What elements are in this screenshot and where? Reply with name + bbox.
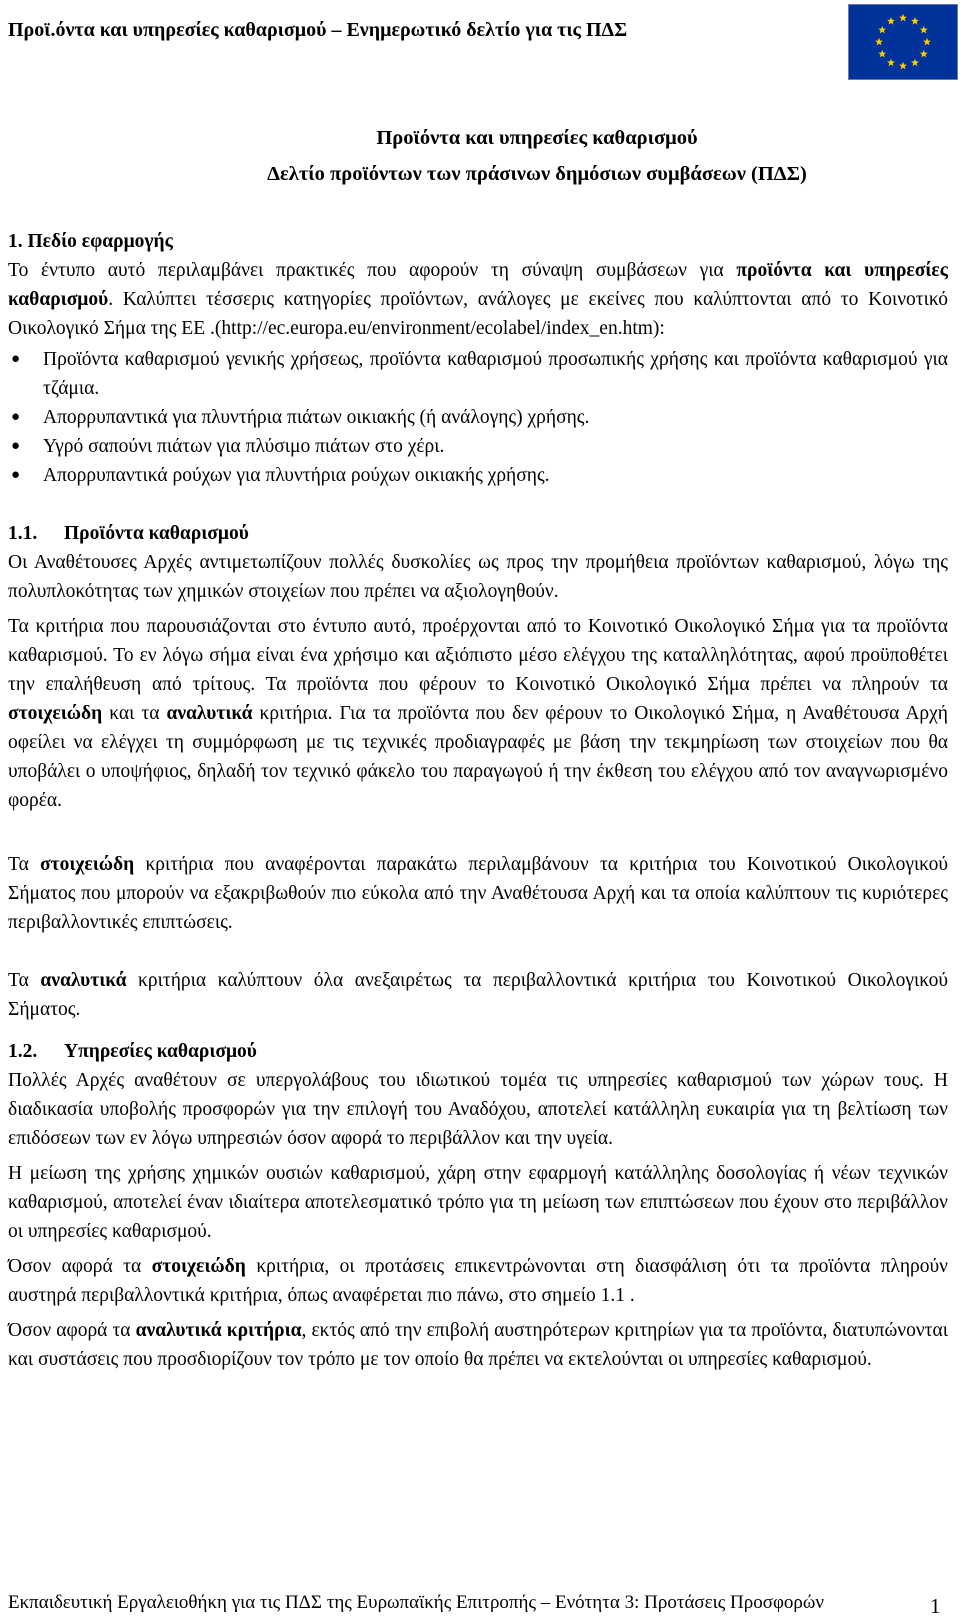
document-title-block — [0, 120, 960, 192]
page-number: 1 — [930, 1594, 941, 1618]
bullet-icon: ● — [11, 409, 21, 425]
bold-term: αναλυτικά — [166, 703, 253, 724]
list-item — [8, 403, 948, 432]
bold-term: στοιχειώδη — [151, 1256, 246, 1277]
section-title: Προϊόντα καθαρισμού — [64, 523, 249, 544]
bullet-icon: ● — [11, 438, 21, 454]
eu-flag-stars — [849, 5, 957, 79]
running-header: Προϊ.όντα και υπηρεσίες καθαρισμού – Ενημερωτικό δελτίο για τις ΠΔΣ — [8, 19, 628, 41]
intro-text-a: Το έντυπο αυτό περιλαμβάνει πρακτικές που αφορούν τη σύναψη συμβάσεων για — [8, 260, 737, 281]
eu-flag-icon — [848, 4, 958, 80]
section-title: Υπηρεσίες καθαρισμού — [64, 1041, 257, 1062]
page-footer: Εκπαιδευτική Εργαλειοθήκη για τις ΠΔΣ της Ευρωπαϊκής Επιτροπής – Ενότητα 3: Προτάσεις Προσφορών — [8, 1592, 824, 1613]
paragraph-text: κριτήρια που αναφέρονται παρακάτω περιλαμβάνουν τα κριτήρια του Κοινοτικού Οικολογικού Σήματος που μπορούν να εξακριβωθούν πιο εύκολα από την Αναθέτουσα Αρχή και τα οποία καλύπτουν τις κυριότερες περιβαλλοντικές επιπτώσεις. — [8, 854, 948, 933]
intro-text-bold: προϊόντα και υπηρεσίες καθαρισμού — [8, 260, 948, 310]
document-title: Προϊόντα και υπηρεσίες καθαρισμού — [376, 127, 698, 149]
list-item-text: Υγρό σαπούνι πιάτων για πλύσιμο πιάτων στο χέρι. — [43, 436, 445, 457]
list-item-text: Απορρυπαντικά ρούχων για πλυντήρια ρούχων οικιακής χρήσης. — [43, 465, 550, 486]
document-body — [8, 227, 948, 1374]
paragraph-text: , εκτός από την επιβολή αυστηρότερων κριτηρίων για τα προϊόντα, διατυπώνονται και συστάσεις που προσδιορίζουν τον τρόπο με τον οποίο θα πρέπει να εκτελούνται οι υπηρεσίες καθαρισμού. — [8, 1320, 948, 1370]
bullet-icon: ● — [11, 351, 21, 367]
list-item — [8, 345, 948, 403]
paragraph-text: κριτήρια. Για τα προϊόντα που δεν φέρουν το Οικολογικό Σήμα, η Αναθέτουσα Αρχή οφείλει να ελέγχει τη συμμόρφωση με τις τεχνικές προδιαγραφές με βάση την τεκμηρίωση των στοιχείων που θα υποβάλει ο υποψήφιος, δηλαδή τον τεχνικό φάκελο του παραγωγού ή την έκθεση του ελέγχου από τον αναγνωρισμένο φορέα. — [8, 703, 949, 811]
bold-term: στοιχειώδη — [40, 854, 135, 875]
section-1-1-paragraph-3 — [8, 850, 948, 937]
section-number: 1.2. — [8, 1041, 38, 1062]
section-1-1-heading — [8, 519, 948, 548]
section-1-intro — [8, 256, 948, 343]
category-list — [8, 345, 948, 490]
section-1-heading: 1. Πεδίο εφαρμογής — [8, 231, 173, 252]
section-1-1-paragraph-1: Οι Αναθέτουσες Αρχές αντιμετωπίζουν πολλές δυσκολίες ως προς την προμήθεια προϊόντων καθαρισμού, λόγω της πολυπλοκότητας των χημικών στοιχείων που πρέπει να αξιολογηθούν. — [8, 552, 948, 602]
paragraph-text: και τα — [102, 703, 167, 724]
section-1-2-paragraph-3 — [8, 1252, 948, 1310]
list-item-text: Απορρυπαντικά για πλυντήρια πιάτων οικιακής (ή ανάλογης) χρήσης. — [43, 407, 590, 428]
list-item — [8, 432, 948, 461]
intro-text-b: . Καλύπτει τέσσερις κατηγορίες προϊόντων, ανάλογες με εκείνες που καλύπτονται από το Κοινοτικό Οικολογικό Σήμα της ΕΕ .(http://ec.europa.eu/environment/ecolabel/index_en.htm): — [8, 289, 948, 339]
section-1-1-paragraph-4 — [8, 966, 948, 1024]
section-1-2-paragraph-4 — [8, 1316, 948, 1374]
paragraph-text: Τα — [8, 970, 41, 991]
paragraph-text: Όσον αφορά τα — [8, 1320, 136, 1341]
paragraph-text: κριτήρια καλύπτουν όλα ανεξαιρέτως τα περιβαλλοντικά κριτήρια του Κοινοτικού Οικολογικού Σήματος. — [8, 970, 948, 1020]
paragraph-text: Τα — [8, 854, 40, 875]
paragraph-text: Όσον αφορά τα — [8, 1256, 152, 1277]
section-number: 1.1. — [8, 523, 38, 544]
section-1-2-paragraph-2: Η μείωση της χρήσης χημικών ουσιών καθαρισμού, χάρη στην εφαρμογή κατάλληλης δοσολογίας ή νέων τεχνικών καθαρισμού, αποτελεί έναν ιδιαίτερα αποτελεσματικό τρόπο για τη μείωση των επιπτώσεων που έχουν στο περιβάλλον οι υπηρεσίες καθαρισμού. — [8, 1163, 948, 1242]
paragraph-text: κριτήρια, οι προτάσεις επικεντρώνονται στη διασφάλιση ότι τα προϊόντα πληρούν αυστηρά περιβαλλοντικά κριτήρια, όπως αναφέρεται πιο πάνω, στο σημείο 1.1 . — [8, 1256, 948, 1306]
section-1-2-paragraph-1: Πολλές Αρχές αναθέτουν σε υπεργολάβους του ιδιωτικού τομέα τις υπηρεσίες καθαρισμού των χώρων τους. Η διαδικασία υποβολής προσφορών για την επιλογή του Αναδόχου, αποτελεί κατάλληλη ευκαιρία για τη βελτίωση των επιδόσεων των εν λόγω υπηρεσιών όσον αφορά το περιβάλλον και την υγεία. — [8, 1070, 948, 1149]
bold-term: αναλυτικά κριτήρια — [135, 1320, 302, 1341]
list-item — [8, 461, 948, 490]
section-1-1-paragraph-2 — [8, 612, 948, 815]
list-item-text: Προϊόντα καθαρισμού γενικής χρήσεως, προϊόντα καθαρισμού προσωπικής χρήσης και προϊόντα καθαρισμού για τζάμια. — [43, 349, 948, 399]
paragraph-text: Τα κριτήρια που παρουσιάζονται στο έντυπο αυτό, προέρχονται από το Κοινοτικό Οικολογικό Σήμα για τα προϊόντα καθαρισμού. Το εν λόγω σήμα είναι ένα χρήσιμο και αξιόπιστο μέσο ελέγχου της καταλληλότητας, αφού προϋποθέτει την επαλήθευση από τρίτους. Τα προϊόντα που φέρουν το Κοινοτικό Οικολογικό Σήμα πρέπει να πληρούν τα — [8, 616, 948, 695]
bold-term: αναλυτικά — [40, 970, 127, 991]
document-subtitle: Δελτίο προϊόντων των πράσινων δημόσιων συμβάσεων (ΠΔΣ) — [267, 163, 807, 185]
section-1-2-heading — [8, 1037, 948, 1066]
bullet-icon: ● — [11, 467, 21, 483]
bold-term: στοιχειώδη — [8, 703, 103, 724]
